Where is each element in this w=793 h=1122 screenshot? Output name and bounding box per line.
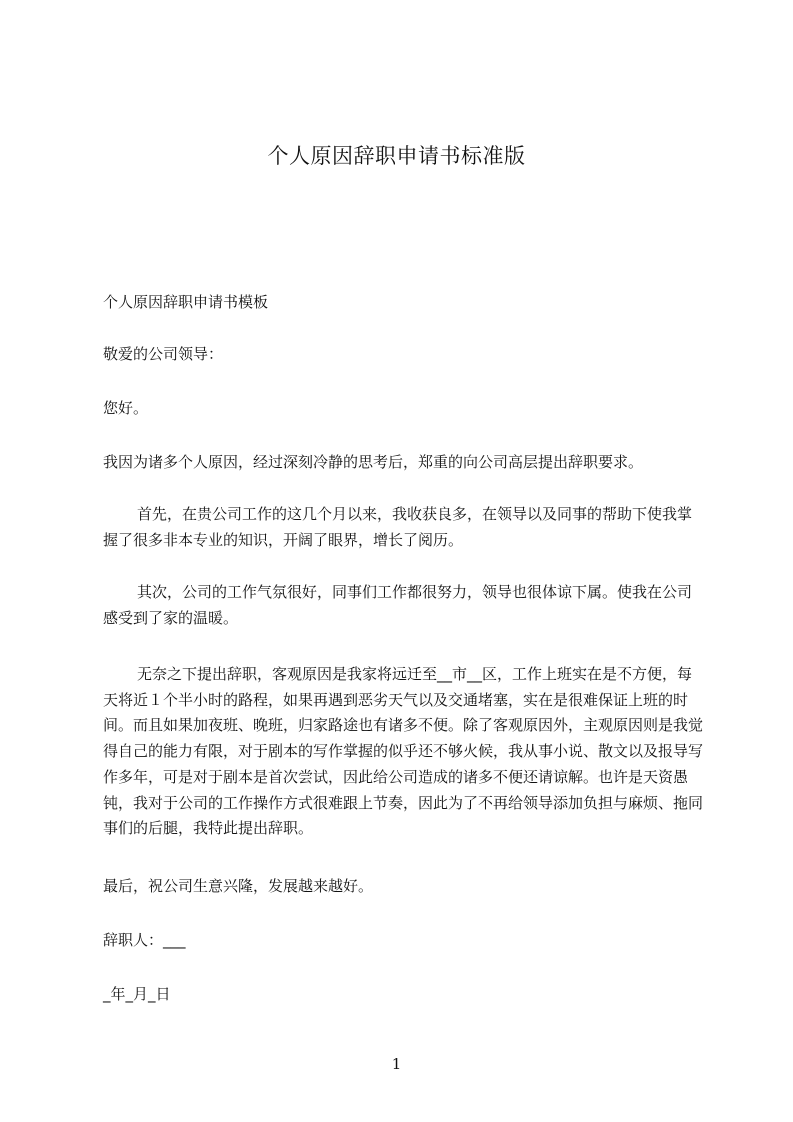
template-heading: 个人原因辞职申请书模板 [103,293,269,311]
date-line: _年_月_日 [103,985,171,1003]
greeting: 您好。 [103,399,149,417]
page-number: 1 [391,1055,402,1073]
salutation: 敬爱的公司领导： [103,345,224,363]
second-reason-paragraph: 其次，公司的工作气氛很好，同事们工作都很努力，领导也很体谅下属。使我在公司感受到了家的温暖。 [103,583,693,627]
closing-paragraph: 最后，祝公司生意兴隆，发展越来越好。 [103,877,374,895]
document-title: 个人原因辞职申请书标准版 [267,144,526,168]
intro-paragraph: 我因为诸多个人原因，经过深刻冷静的思考后，郑重的向公司高层提出辞职要求。 [103,453,644,471]
first-reason-paragraph: 首先，在贵公司工作的这几个月以来，我收获良多，在领导以及同事的帮助下使我掌握了很多非本专业的知识，开阔了眼界，增长了阅历。 [103,505,693,549]
signature-line: 辞职人：___ [103,931,186,949]
main-reason-paragraph: 无奈之下提出辞职，客观原因是我家将远迁至__市__区，工作上班实在是不方便，每天将近１个半小时的路程，如果再遇到恶劣天气以及交通堵塞，实在是很难保证上班的时间。而且如果加夜班、晚班，归家路途也有诸多不便。除了客观原因外，主观原因则是我觉得自己的能力有限，对于剧本的写作掌握的似乎还不够火候，我从事小说、散文以及报导写作多年，可是对于剧本是首次尝试，因此给公司造成的诸多不便还请谅解。也许是天资愚钝，我对于公司的工作操作方式很难跟上节奏，因此为了不再给领导添加负担与麻烦、拖同事们的后腿，我特此提出辞职。 [103,665,704,838]
